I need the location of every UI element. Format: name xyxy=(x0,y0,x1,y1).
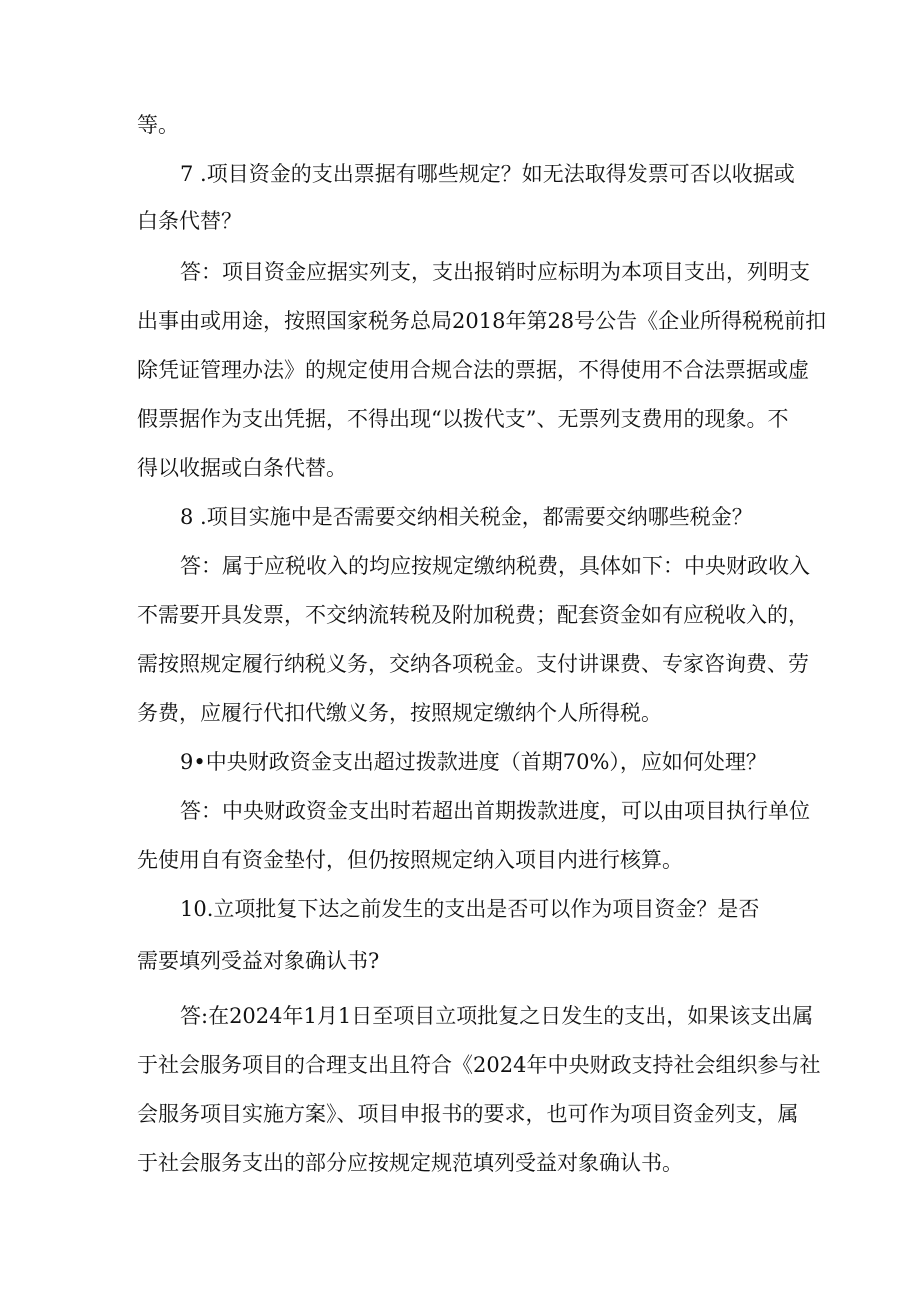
question-8-line-1: 8 .项目实施中是否需要交纳相关税金，都需要交纳哪些税金？ xyxy=(180,505,753,529)
answer-7-line-3: 除凭证管理办法》的规定使用合规合法的票据，不得使用不合法票据或虚 xyxy=(137,358,809,382)
answer-7-line-4: 假票据作为支出凭据，不得出现“以拨代支”、无票列支费用的现象。不 xyxy=(137,407,789,431)
question-10-line-1: 10.立项批复下达之前发生的支出是否可以作为项目资金？是否 xyxy=(180,897,760,921)
question-7-line-1: 7 .项目资金的支出票据有哪些规定？如无法取得发票可否以收据或 xyxy=(180,162,795,186)
answer-7-line-5: 得以收据或白条代替。 xyxy=(137,456,347,480)
answer-7-line-2: 出事由或用途，按照国家税务总局2018年第28号公告《企业所得税税前扣 xyxy=(137,309,827,333)
answer-9-line-2: 先使用自有资金垫付，但仍按照规定纳入项目内进行核算。 xyxy=(137,848,683,872)
answer-8-line-1: 答：属于应税收入的均应按规定缴纳税费，具体如下：中央财政收入 xyxy=(180,554,810,578)
answer-10-line-1: 答:在2024年1月1日至项目立项批复之日发生的支出，如果该支出属 xyxy=(180,1004,814,1028)
answer-7-line-1: 答：项目资金应据实列支，支出报销时应标明为本项目支出，列明支 xyxy=(180,260,810,284)
question-10-line-2: 需要填列受益对象确认书? xyxy=(137,949,380,973)
answer-9-line-1: 答：中央财政资金支出时若超出首期拨款进度，可以由项目执行单位 xyxy=(180,799,810,823)
question-7-line-2: 白条代替？ xyxy=(137,209,242,233)
answer-8-line-3: 需按照规定履行纳税义务，交纳各项税金。支付讲课费、专家咨询费、劳 xyxy=(137,652,809,676)
answer-8-line-4: 务费，应履行代扣代缴义务，按照规定缴纳个人所得税。 xyxy=(137,701,662,725)
answer-10-line-3: 会服务项目实施方案》、项目申报书的要求，也可作为项目资金列支，属 xyxy=(137,1102,799,1126)
answer-8-line-2: 不需要开具发票，不交纳流转税及附加税费；配套资金如有应税收入的， xyxy=(137,603,809,627)
answer-10-line-4: 于社会服务支出的部分应按规定规范填列受益对象确认书。 xyxy=(137,1151,683,1175)
question-9-line-1: 9•中央财政资金支出超过拨款进度（首期70%），应如何处理？ xyxy=(180,750,767,774)
text-line: 等。 xyxy=(137,113,179,137)
answer-10-line-2: 于社会服务项目的合理支出且符合《2024年中央财政支持社会组织参与社 xyxy=(137,1053,821,1077)
